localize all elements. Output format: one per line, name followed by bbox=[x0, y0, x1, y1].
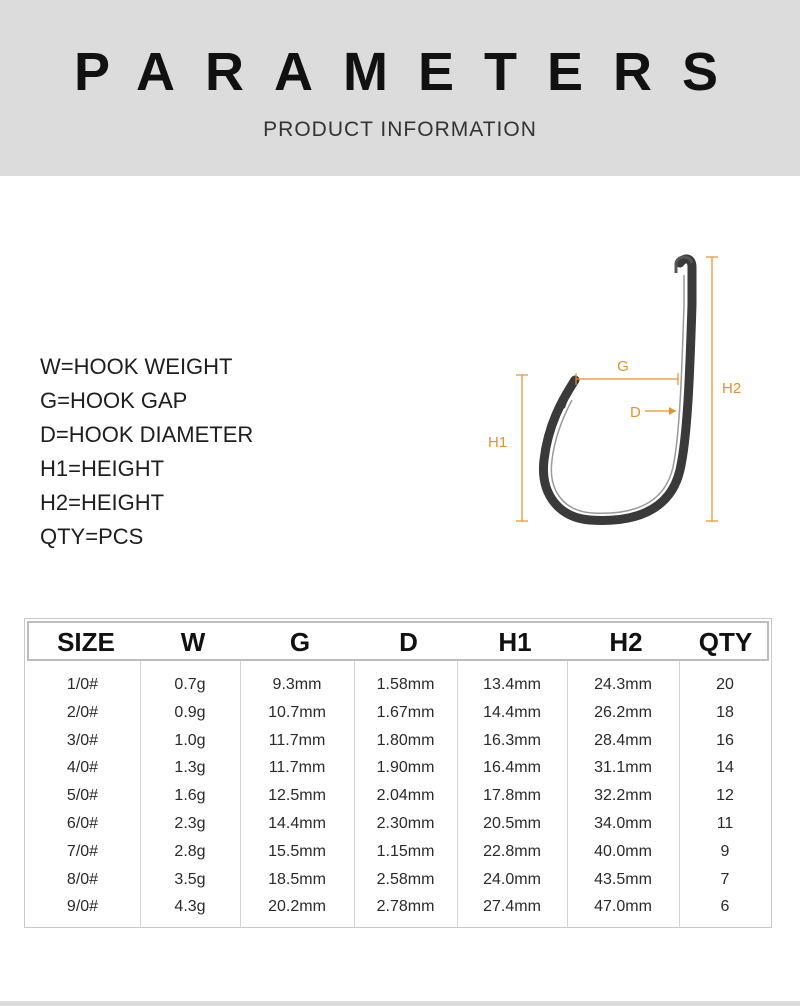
legend-item-g: G=HOOK GAP bbox=[40, 388, 188, 413]
table-body bbox=[25, 661, 771, 927]
cell-qty: 12 bbox=[716, 787, 734, 805]
cell-gap: 10.7mm bbox=[268, 703, 326, 721]
cell-qty: 16 bbox=[716, 731, 734, 749]
table-header-row bbox=[27, 621, 769, 661]
cell-diameter: 1.15mm bbox=[376, 842, 435, 860]
cell-height1: 13.4mm bbox=[483, 676, 541, 693]
cell-weight: 2.8g bbox=[174, 842, 206, 860]
cell-height2: 24.3mm bbox=[594, 676, 652, 693]
abbreviation-legend bbox=[40, 350, 253, 554]
cell-qty: 11 bbox=[716, 815, 734, 832]
g-label: G bbox=[617, 358, 629, 375]
header-d: D bbox=[399, 627, 418, 657]
header-h1: H1 bbox=[498, 627, 532, 657]
cell-gap: 9.3mm bbox=[272, 676, 322, 693]
cell-diameter: 1.80mm bbox=[376, 731, 435, 749]
table-row bbox=[25, 838, 771, 866]
header-g: G bbox=[289, 627, 311, 657]
cell-gap: 18.5mm bbox=[268, 870, 326, 888]
cell-height1: 24.0mm bbox=[483, 870, 541, 888]
table-row bbox=[25, 893, 771, 921]
cell-weight: 1.0g bbox=[174, 731, 206, 749]
cell-gap: 11.7mm bbox=[268, 731, 326, 749]
hook-icon bbox=[543, 259, 692, 521]
table-row bbox=[25, 727, 771, 755]
hook-diagram-svg bbox=[480, 245, 760, 535]
cell-size: 5/0# bbox=[66, 787, 99, 805]
cell-diameter: 1.58mm bbox=[376, 676, 435, 693]
legend-item-d: D=HOOK DIAMETER bbox=[40, 422, 254, 447]
cell-qty: 7 bbox=[720, 870, 730, 888]
cell-size: 8/0# bbox=[66, 870, 99, 888]
cell-size: 4/0# bbox=[66, 759, 99, 777]
header-w: W bbox=[180, 627, 206, 657]
cell-height2: 40.0mm bbox=[594, 842, 652, 860]
cell-weight: 3.5g bbox=[174, 870, 206, 888]
table-row bbox=[25, 671, 771, 699]
cell-gap: 12.5mm bbox=[268, 787, 326, 805]
page-subtitle: PRODUCT INFORMATION bbox=[263, 118, 537, 141]
cell-height1: 22.8mm bbox=[483, 842, 541, 860]
header-size: SIZE bbox=[57, 627, 115, 657]
cell-weight: 4.3g bbox=[174, 898, 206, 916]
cell-diameter: 2.58mm bbox=[376, 870, 435, 888]
cell-gap: 14.4mm bbox=[268, 815, 326, 832]
cell-height2: 34.0mm bbox=[594, 815, 652, 832]
cell-qty: 20 bbox=[716, 676, 734, 693]
legend-item-qty: QTY=PCS bbox=[40, 524, 144, 549]
cell-diameter: 2.04mm bbox=[376, 787, 435, 805]
cell-size: 6/0# bbox=[66, 815, 99, 832]
cell-weight: 1.3g bbox=[174, 759, 206, 777]
cell-diameter: 2.78mm bbox=[376, 898, 435, 916]
cell-size: 9/0# bbox=[66, 898, 99, 916]
footer-divider bbox=[0, 1001, 800, 1006]
cell-weight: 0.9g bbox=[174, 703, 206, 721]
d-label: D bbox=[630, 404, 641, 421]
cell-qty: 6 bbox=[720, 898, 730, 916]
cell-size: 2/0# bbox=[66, 703, 99, 721]
page-title: PARAMETERS bbox=[73, 42, 749, 102]
header-h2: H2 bbox=[609, 627, 643, 657]
cell-weight: 1.6g bbox=[174, 787, 206, 805]
cell-height2: 28.4mm bbox=[594, 731, 652, 749]
cell-diameter: 1.90mm bbox=[376, 759, 435, 777]
cell-gap: 11.7mm bbox=[268, 759, 326, 777]
header-banner bbox=[0, 0, 800, 176]
table-row bbox=[25, 782, 771, 810]
table-row bbox=[25, 754, 771, 782]
table-row bbox=[25, 866, 771, 894]
cell-weight: 2.3g bbox=[174, 815, 206, 832]
cell-diameter: 1.67mm bbox=[376, 703, 435, 721]
cell-height1: 14.4mm bbox=[483, 703, 541, 721]
legend-item-h2: H2=HEIGHT bbox=[40, 490, 165, 515]
cell-height1: 20.5mm bbox=[483, 815, 541, 832]
cell-height2: 26.2mm bbox=[594, 703, 652, 721]
cell-gap: 15.5mm bbox=[268, 842, 326, 860]
legend-item-w: W=HOOK WEIGHT bbox=[40, 354, 233, 379]
header-qty: QTY bbox=[698, 627, 753, 657]
d-arrow-head bbox=[669, 407, 676, 415]
cell-height1: 16.3mm bbox=[483, 731, 541, 749]
cell-height1: 27.4mm bbox=[483, 898, 541, 916]
cell-gap: 20.2mm bbox=[268, 898, 326, 916]
cell-height1: 16.4mm bbox=[483, 759, 541, 777]
cell-diameter: 2.30mm bbox=[376, 815, 435, 832]
hook-diagram bbox=[480, 245, 760, 535]
cell-size: 3/0# bbox=[66, 731, 99, 749]
cell-size: 7/0# bbox=[66, 842, 99, 860]
h1-label: H1 bbox=[488, 434, 508, 451]
h2-label: H2 bbox=[722, 380, 742, 397]
table-row bbox=[25, 699, 771, 727]
cell-height2: 43.5mm bbox=[594, 870, 652, 888]
table-row bbox=[25, 810, 771, 838]
cell-height2: 47.0mm bbox=[594, 898, 652, 916]
cell-weight: 0.7g bbox=[174, 676, 206, 693]
cell-height2: 31.1mm bbox=[594, 759, 652, 777]
cell-qty: 14 bbox=[716, 759, 734, 777]
cell-size: 1/0# bbox=[66, 676, 99, 693]
cell-qty: 18 bbox=[716, 703, 734, 721]
legend-item-h1: H1=HEIGHT bbox=[40, 456, 165, 481]
cell-height2: 32.2mm bbox=[594, 787, 652, 805]
parameter-table bbox=[24, 618, 772, 928]
cell-qty: 9 bbox=[720, 842, 730, 860]
cell-height1: 17.8mm bbox=[483, 787, 541, 805]
